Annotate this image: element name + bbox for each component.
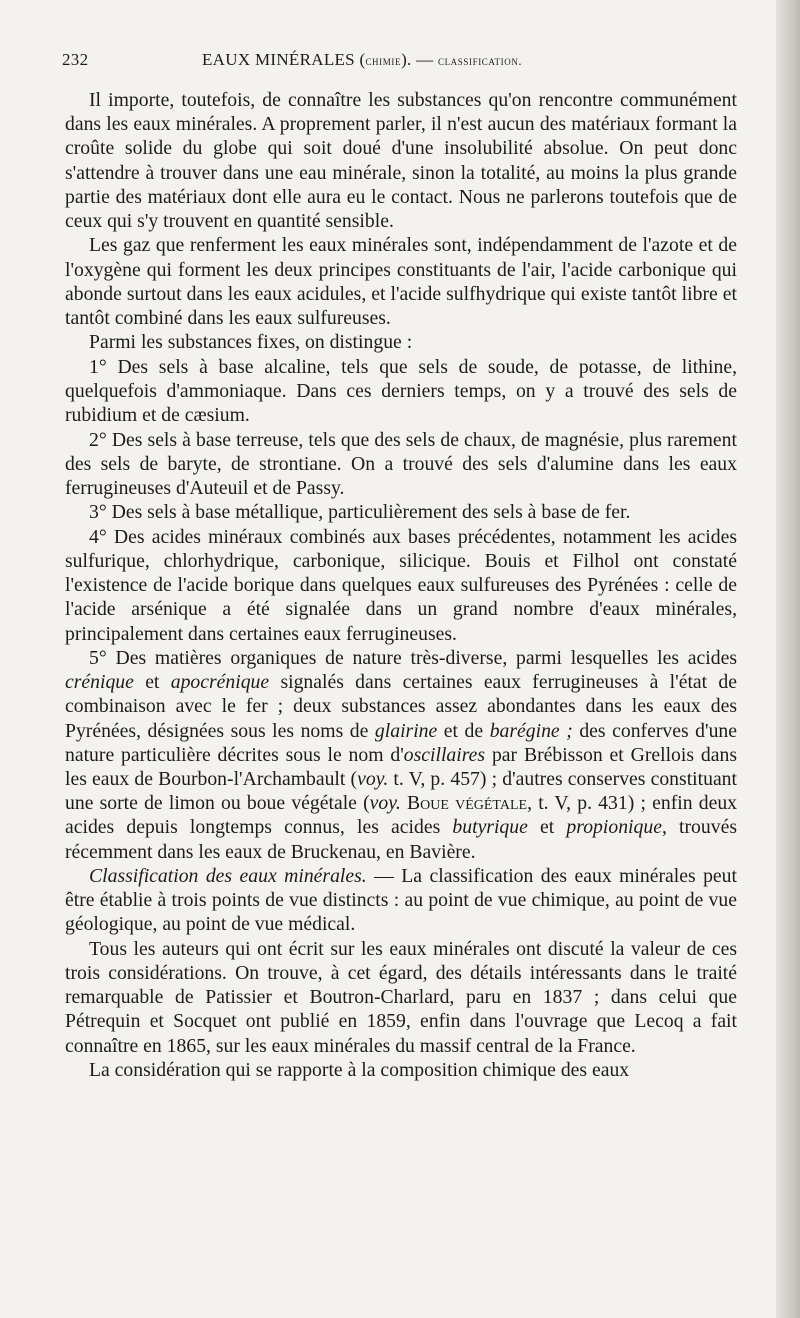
list-item-alkaline: 1° Des sels à base alcaline, tels que sels de soude, de potasse, de lithine, quelquefois d'ammoniaque. Dans ces derniers temps, on y a trouvé des sels de rubidium et de cæsium. — [65, 355, 737, 427]
running-header — [62, 50, 738, 76]
paragraph-classification: Classification des eaux minérales. — La classification des eaux minérales peut être établie à trois points de vue distincts : au point de vue chimique, au point de vue géologique, au point de vue médical. — [65, 865, 737, 936]
title-main: EAUX MINÉRALES ( — [202, 50, 366, 69]
list-item-mineral-acids: 4° Des acides minéraux combinés aux bases précédentes, notamment les acides sulfurique, chlorhydrique, carbonique, silicique. Bouis et Filhol ont constaté l'existence de l'acide borique dans quelques eaux sulfureuses des Pyrénées : celle de l'acide arsénique a été signalée dans un grand nombre d'eaux minérales, principalement dans certaines eaux ferrugineuses. — [65, 525, 737, 645]
title-dash: ). — — [401, 50, 438, 69]
paragraph-fixed-substances: Parmi les substances fixes, on distingue : — [89, 331, 413, 354]
page-edge — [776, 0, 800, 1318]
body-text — [65, 88, 737, 1082]
paragraph-authors: Tous les auteurs qui ont écrit sur les eaux minérales ont discuté la valeur de ces trois considérations. On trouve, à cet égard, des détails intéressants dans le traité remarquable de Patissier et Boutron-Charlard, paru en 1837 ; dans celui que Pétrequin et Socquet ont publié en 1859, enfin dans l'ouvrage que Lecoq a fait connaître en 1865, sur les eaux minérales du massif central de la France. — [65, 937, 737, 1057]
page-number: 232 — [62, 50, 89, 69]
paragraph-gases: Les gaz que renferment les eaux minérales sont, indépendamment de l'azote et de l'oxygène qui forment les deux principes constituants de l'air, l'acide carbonique qui abonde surtout dans les eaux acidules, et l'acide sulfhydrique qui existe tantôt libre et tantôt combiné dans les eaux sulfureuses. — [65, 234, 737, 330]
list-item-organic: 5° Des matières organiques de nature très-diverse, parmi lesquelles les acides crénique et apocrénique signalés dans certaines eaux ferrugineuses à l'état de combinaison avec le fer ; deux substances assez abondantes dans les eaux des Pyrénées, désignées sous les noms de glairine et de barégine ; des conferves d'une nature particulière décrites sous le nom d'oscillaires par Brébisson et Grellois dans les eaux de Bourbon-l'Archambault (voy. t. V, p. 457) ; d'autres conserves constituant une sorte de limon ou boue végétale (voy. Boue végétale, t. V, p. 431) ; enfin deux acides depuis longtemps connus, les acides butyrique et propionique, trouvés récemment dans les eaux de Bruckenau, en Bavière. — [65, 646, 738, 863]
title-section: chimie — [365, 54, 402, 68]
section-heading: Classification des eaux minérales. — [89, 865, 367, 887]
paragraph-substances: Il importe, toutefois, de connaître les substances qu'on rencontre communément dans les eaux minérales. A proprement parler, il n'est aucun des matériaux formant la croûte solide du globe qui soit doué d'une insolubilité absolue. On peut donc s'attendre à trouver dans une eau minérale, sinon la totalité, au moins la plus grande partie des matériaux dont elle aura eu le contact. Nous ne parlerons toutefois que de ceux qui s'y trouvent en quantité sensible. — [65, 89, 737, 233]
running-title — [202, 50, 522, 70]
list-item-metallic: 3° Des sels à base métallique, particulièrement des sels à base de fer. — [89, 501, 631, 524]
paragraph-chemical-composition: La considération qui se rapporte à la composition chimique des eaux — [89, 1059, 630, 1081]
title-subsection: classification. — [437, 54, 523, 68]
list-item-earthy: 2° Des sels à base terreuse, tels que des sels de chaux, de magnésie, plus rarement des sels de baryte, de strontiane. On a trouvé des sels d'alumine dans les eaux ferrugineuses d'Auteuil et de Passy. — [65, 428, 737, 499]
